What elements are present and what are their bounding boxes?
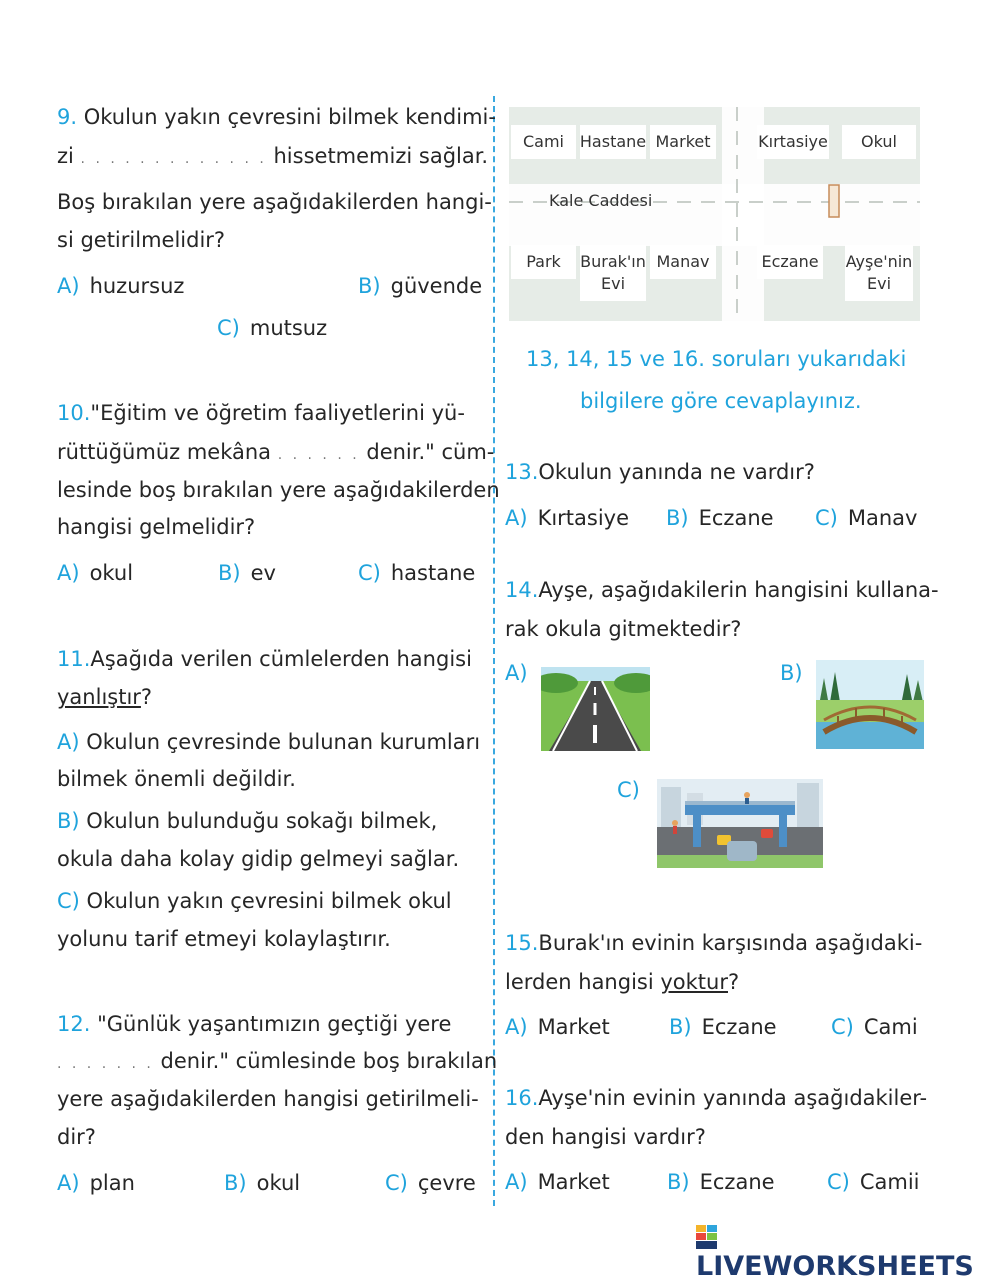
q12-option-b[interactable]: B) okul (224, 1171, 301, 1195)
map-cell-ayse-home: Ayşe'nin Evi (845, 245, 913, 301)
q9-blank[interactable]: . . . . . . . . . . . . . (80, 151, 267, 167)
neighborhood-map (509, 107, 920, 321)
q13-option-a[interactable]: A) Kırtasiye (505, 506, 630, 530)
map-cell-okul: Okul (842, 125, 916, 159)
column-divider (493, 96, 495, 1206)
q9-line1: 9. Okulun yakın çevresini bilmek kendimi- (57, 105, 496, 129)
liveworksheets-logo-icon (696, 1225, 718, 1249)
q9-line3: Boş bırakılan yere aşağıdakilerden hangi- (57, 190, 492, 214)
q10-line2: rüttüğümüz mekâna . . . . . . denir." cüm- (57, 440, 495, 464)
q11-option-a[interactable]: A) Okulun çevresinde bulunan kurumları (57, 730, 481, 754)
q11-option-a-cont: bilmek önemli değildir. (57, 767, 296, 791)
q16-option-c[interactable]: C) Camii (827, 1170, 920, 1194)
q11-line1: 11.Aşağıda verilen cümlelerden hangisi (57, 647, 472, 671)
q14-number: 14. (505, 578, 539, 602)
q9-number: 9. (57, 105, 78, 129)
q13-number: 13. (505, 460, 539, 484)
q10-option-c[interactable]: C) hastane (358, 561, 476, 585)
q12-line3: yere aşağıdakilerden hangisi getirilmeli- (57, 1087, 479, 1111)
q16-number: 16. (505, 1086, 539, 1110)
q10-blank[interactable]: . . . . . . (277, 447, 360, 463)
q15-number: 15. (505, 931, 539, 955)
q14-option-a-label[interactable]: A) (505, 661, 528, 685)
q12-number: 12. (57, 1012, 91, 1036)
q14-option-c-label[interactable]: C) (617, 778, 640, 802)
q15-option-c[interactable]: C) Cami (831, 1015, 918, 1039)
q14-line2: rak okula gitmektedir? (505, 617, 742, 641)
q12-blank[interactable]: . . . . . . . (57, 1056, 154, 1072)
q15-option-b[interactable]: B) Eczane (669, 1015, 777, 1039)
map-cell-park: Park (511, 245, 576, 279)
map-cell-hastane: Hastane (580, 125, 646, 159)
q14-line1: 14.Ayşe, aşağıdakilerin hangisini kullana- (505, 578, 939, 602)
instruction-line1: 13, 14, 15 ve 16. soruları yukarıdaki (526, 347, 907, 371)
q10-option-b[interactable]: B) ev (218, 561, 276, 585)
q9-option-a[interactable]: A) huzursuz (57, 274, 185, 298)
q10-line4: hangisi gelmelidir? (57, 515, 256, 539)
q9-option-c[interactable]: C) mutsuz (217, 316, 328, 340)
liveworksheets-logo: LIVEWORKSHEETS (696, 1220, 1000, 1282)
map-cell-burak-home: Burak'ın Evi (580, 245, 646, 301)
map-cell-cami: Cami (511, 125, 576, 159)
road-picture[interactable] (541, 667, 650, 751)
q16-line2: den hangisi vardır? (505, 1125, 706, 1149)
q11-number: 11. (57, 647, 91, 671)
q11-option-b-cont: okula daha kolay gidip gelmeyi sağlar. (57, 847, 460, 871)
map-cell-market: Market (650, 125, 716, 159)
q15-line1: 15.Burak'ın evinin karşısında aşağıdaki- (505, 931, 923, 955)
q11-option-c-cont: yolunu tarif etmeyi kolaylaştırır. (57, 927, 391, 951)
q16-option-b[interactable]: B) Eczane (667, 1170, 775, 1194)
overpass-picture[interactable] (657, 779, 823, 868)
q15-option-a[interactable]: A) Market (505, 1015, 610, 1039)
q9-line2: zi . . . . . . . . . . . . . hissetmemizi sağlar. (57, 144, 489, 168)
q12-option-c[interactable]: C) çevre (385, 1171, 476, 1195)
instruction-line2: bilgilere göre cevaplayınız. (580, 389, 862, 413)
map-cell-kirtasiye: Kırtasiye (757, 125, 829, 159)
map-cell-eczane: Eczane (757, 245, 823, 279)
q16-option-a[interactable]: A) Market (505, 1170, 610, 1194)
q10-line1: 10."Eğitim ve öğretim faaliyetlerini yü- (57, 401, 465, 425)
map-cell-manav: Manav (650, 245, 716, 279)
q10-number: 10. (57, 401, 91, 425)
q12-line1: 12. "Günlük yaşantımızın geçtiği yere (57, 1012, 452, 1036)
q9-option-b[interactable]: B) güvende (358, 274, 483, 298)
q12-line2: . . . . . . . denir." cümlesinde boş bırakılan (57, 1049, 498, 1073)
q11-line2: yanlıştır? (57, 685, 153, 709)
q11-option-b[interactable]: B) Okulun bulunduğu sokağı bilmek, (57, 809, 438, 833)
map-street-label: Kale Caddesi (549, 191, 653, 210)
q13-option-b[interactable]: B) Eczane (666, 506, 774, 530)
q13-question: 13.Okulun yanında ne vardır? (505, 460, 815, 484)
q10-option-a[interactable]: A) okul (57, 561, 134, 585)
q9-line4: si getirilmelidir? (57, 228, 226, 252)
q15-line2: lerden hangisi yoktur? (505, 970, 740, 994)
q13-option-c[interactable]: C) Manav (815, 506, 918, 530)
q12-line4: dir? (57, 1125, 96, 1149)
q11-option-c[interactable]: C) Okulun yakın çevresini bilmek okul (57, 889, 452, 913)
q12-option-a[interactable]: A) plan (57, 1171, 135, 1195)
q14-option-b-label[interactable]: B) (780, 661, 803, 685)
q10-line3: lesinde boş bırakılan yere aşağıdakilerden (57, 478, 500, 502)
q16-line1: 16.Ayşe'nin evinin yanında aşağıdakiler- (505, 1086, 928, 1110)
bridge-picture[interactable] (816, 660, 924, 749)
